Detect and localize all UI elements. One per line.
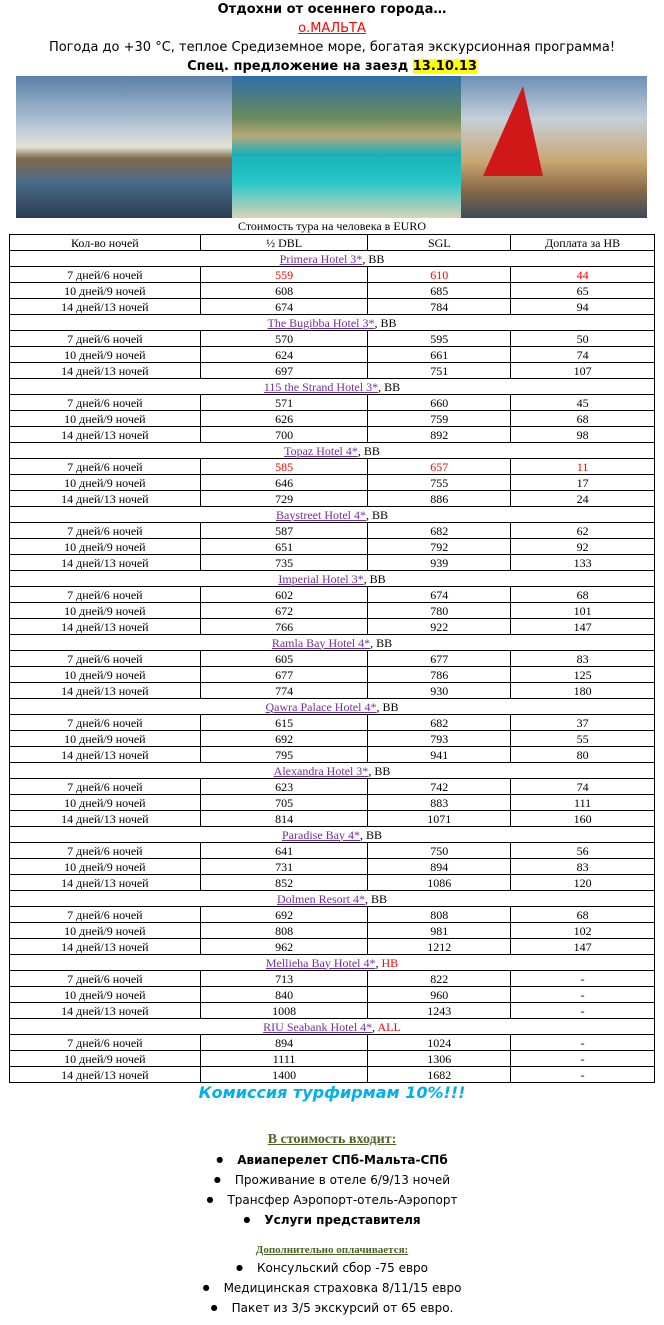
hotel-cell: Primera Hotel 3*, BB [10, 251, 655, 267]
half-dbl-price: 626 [200, 411, 368, 427]
nights-cell: 14 дней/13 ночей [10, 363, 201, 379]
nights-cell: 14 дней/13 ночей [10, 619, 201, 635]
included-item: ● Услуги представителя [0, 1210, 664, 1230]
table-row [10, 347, 655, 363]
sgl-price: 1306 [368, 1051, 511, 1067]
hb-supplement: 65 [511, 283, 655, 299]
table-row [10, 987, 655, 1003]
half-dbl-price: 852 [200, 875, 368, 891]
hb-supplement: 98 [511, 427, 655, 443]
harbour-photo [16, 76, 232, 218]
nights-cell: 14 дней/13 ночей [10, 811, 201, 827]
included-item: ● Проживание в отеле 6/9/13 ночей [0, 1170, 664, 1190]
nights-cell: 7 дней/6 ночей [10, 971, 201, 987]
hb-supplement: 44 [511, 267, 655, 283]
table-row [10, 459, 655, 475]
table-row [10, 811, 655, 827]
hb-supplement: 80 [511, 747, 655, 763]
commission-note: Комиссия турфирмам 10%!!! [198, 1083, 466, 1102]
hb-supplement: - [511, 971, 655, 987]
half-dbl-price: 651 [200, 539, 368, 555]
half-dbl-price: 571 [200, 395, 368, 411]
extra-section [0, 1242, 664, 1318]
hotel-cell: 115 the Strand Hotel 3*, BB [10, 379, 655, 395]
table-row [10, 683, 655, 699]
half-dbl-price: 962 [200, 939, 368, 955]
half-dbl-price: 808 [200, 923, 368, 939]
extra-title: Дополнительно оплачивается: [255, 1244, 409, 1256]
sgl-price: 610 [368, 267, 511, 283]
table-row [10, 523, 655, 539]
sgl-price: 1212 [368, 939, 511, 955]
hb-supplement: 133 [511, 555, 655, 571]
table-row [10, 907, 655, 923]
table-row [10, 795, 655, 811]
sgl-price: 682 [368, 715, 511, 731]
hb-supplement: 180 [511, 683, 655, 699]
sgl-price: 1024 [368, 1035, 511, 1051]
hb-supplement: 160 [511, 811, 655, 827]
sgl-price: 682 [368, 523, 511, 539]
table-header-row [10, 235, 655, 251]
table-row [10, 715, 655, 731]
hb-supplement: 68 [511, 587, 655, 603]
nights-cell: 7 дней/6 ночей [10, 779, 201, 795]
sgl-price: 742 [368, 779, 511, 795]
nights-cell: 7 дней/6 ночей [10, 587, 201, 603]
half-dbl-price: 766 [200, 619, 368, 635]
hb-supplement: 55 [511, 731, 655, 747]
half-dbl-price: 894 [200, 1035, 368, 1051]
hb-supplement: 50 [511, 331, 655, 347]
half-dbl-price: 795 [200, 747, 368, 763]
table-row [10, 843, 655, 859]
half-dbl-price: 692 [200, 907, 368, 923]
included-item: ● Авиаперелет СПб-Мальта-СПб [0, 1150, 664, 1170]
hotel-link[interactable]: 115 the Strand Hotel 3* [263, 379, 379, 394]
hotel-cell: Baystreet Hotel 4*, BB [10, 507, 655, 523]
price-table [9, 234, 655, 1083]
board-type: HB [381, 955, 399, 970]
nights-cell: 10 дней/9 ночей [10, 539, 201, 555]
hotel-row [10, 1019, 655, 1035]
nights-cell: 14 дней/13 ночей [10, 491, 201, 507]
board-type: BB [369, 571, 386, 586]
hotel-link[interactable]: Qawra Palace Hotel 4* [265, 699, 377, 714]
included-title: В стоимость входит: [267, 1132, 397, 1147]
hotel-cell: RIU Seabank Hotel 4*, ALL [10, 1019, 655, 1035]
hotel-link[interactable]: The Bugibba Hotel 3* [267, 315, 375, 330]
nights-cell: 14 дней/13 ночей [10, 939, 201, 955]
hotel-row [10, 827, 655, 843]
sgl-price: 786 [368, 667, 511, 683]
sgl-price: 1086 [368, 875, 511, 891]
sgl-price: 750 [368, 843, 511, 859]
half-dbl-price: 608 [200, 283, 368, 299]
half-dbl-price: 602 [200, 587, 368, 603]
nights-cell: 10 дней/9 ночей [10, 283, 201, 299]
hb-supplement: 147 [511, 619, 655, 635]
hb-supplement: 92 [511, 539, 655, 555]
half-dbl-price: 840 [200, 987, 368, 1003]
table-row [10, 603, 655, 619]
half-dbl-price: 605 [200, 651, 368, 667]
half-dbl-price: 774 [200, 683, 368, 699]
sgl-price: 941 [368, 747, 511, 763]
nights-cell: 7 дней/6 ночей [10, 843, 201, 859]
hotel-link[interactable]: Paradise Bay 4* [282, 827, 360, 842]
hb-supplement: 147 [511, 939, 655, 955]
hotel-row [10, 443, 655, 459]
nights-cell: 10 дней/9 ночей [10, 1051, 201, 1067]
sgl-price: 808 [368, 907, 511, 923]
board-type: BB [368, 251, 385, 266]
hb-supplement: 101 [511, 603, 655, 619]
nights-cell: 10 дней/9 ночей [10, 411, 201, 427]
hb-supplement: - [511, 1067, 655, 1083]
nights-cell: 14 дней/13 ночей [10, 299, 201, 315]
nights-cell: 10 дней/9 ночей [10, 731, 201, 747]
half-dbl-price: 674 [200, 299, 368, 315]
hb-supplement: - [511, 987, 655, 1003]
hotel-cell: The Bugibba Hotel 3*, BB [10, 315, 655, 331]
hotel-link[interactable]: Baystreet Hotel 4* [276, 507, 366, 522]
table-row [10, 555, 655, 571]
half-dbl-price: 615 [200, 715, 368, 731]
special-offer [0, 57, 664, 76]
table-row [10, 939, 655, 955]
sgl-price: 892 [368, 427, 511, 443]
hb-supplement: 107 [511, 363, 655, 379]
table-row [10, 331, 655, 347]
hb-supplement: 94 [511, 299, 655, 315]
extra-item: ● Медицинская страховка 8/11/15 евро [0, 1278, 664, 1298]
table-row [10, 923, 655, 939]
hotel-row [10, 571, 655, 587]
hb-supplement: 125 [511, 667, 655, 683]
hotel-row [10, 763, 655, 779]
hotel-row [10, 699, 655, 715]
sgl-price: 660 [368, 395, 511, 411]
headline: Отдохни от осеннего города… [217, 2, 447, 17]
sgl-price: 657 [368, 459, 511, 475]
sgl-price: 960 [368, 987, 511, 1003]
header [0, 0, 664, 76]
half-dbl-price: 814 [200, 811, 368, 827]
table-row [10, 299, 655, 315]
table-row [10, 491, 655, 507]
nights-cell: 14 дней/13 ночей [10, 427, 201, 443]
sgl-price: 755 [368, 475, 511, 491]
table-row [10, 427, 655, 443]
nights-cell: 7 дней/6 ночей [10, 459, 201, 475]
table-row [10, 971, 655, 987]
sgl-price: 751 [368, 363, 511, 379]
table-row [10, 411, 655, 427]
hotel-cell: Mellieha Bay Hotel 4*, HB [10, 955, 655, 971]
sgl-price: 685 [368, 283, 511, 299]
sgl-price: 922 [368, 619, 511, 635]
hotel-link[interactable]: Primera Hotel 3* [279, 251, 363, 266]
table-row [10, 267, 655, 283]
board-type: ALL [377, 1019, 401, 1034]
half-dbl-price: 731 [200, 859, 368, 875]
hotel-row [10, 315, 655, 331]
hotel-row [10, 635, 655, 651]
hb-supplement: 62 [511, 523, 655, 539]
nights-cell: 7 дней/6 ночей [10, 1035, 201, 1051]
sgl-price: 784 [368, 299, 511, 315]
extra-item: ● Консульский сбор -75 евро [0, 1258, 664, 1278]
sgl-price: 759 [368, 411, 511, 427]
col-nights: Кол-во ночей [10, 235, 201, 251]
hotel-cell: Alexandra Hotel 3*, BB [10, 763, 655, 779]
table-row [10, 587, 655, 603]
col-sgl: SGL [368, 235, 511, 251]
half-dbl-price: 729 [200, 491, 368, 507]
half-dbl-price: 641 [200, 843, 368, 859]
hotel-row [10, 507, 655, 523]
table-row [10, 1067, 655, 1083]
col-hb-supplement: Доплата за HB [511, 235, 655, 251]
table-row [10, 1003, 655, 1019]
hb-supplement: 45 [511, 395, 655, 411]
table-row [10, 395, 655, 411]
table-row [10, 731, 655, 747]
half-dbl-price: 672 [200, 603, 368, 619]
hb-supplement: 102 [511, 923, 655, 939]
offer-prefix: Спец. предложение на заезд [187, 59, 413, 74]
half-dbl-price: 570 [200, 331, 368, 347]
table-row [10, 283, 655, 299]
sgl-price: 792 [368, 539, 511, 555]
sgl-price: 677 [368, 651, 511, 667]
half-dbl-price: 623 [200, 779, 368, 795]
nights-cell: 7 дней/6 ночей [10, 715, 201, 731]
table-row [10, 667, 655, 683]
hb-supplement: 68 [511, 907, 655, 923]
hb-supplement: 56 [511, 843, 655, 859]
board-type: BB [370, 891, 387, 906]
offer-date: 13.10.13 [412, 59, 477, 74]
nights-cell: 7 дней/6 ночей [10, 395, 201, 411]
hb-supplement: 74 [511, 779, 655, 795]
hotel-link[interactable]: Ramla Bay Hotel 4* [271, 635, 371, 650]
table-row [10, 475, 655, 491]
hb-supplement: - [511, 1035, 655, 1051]
included-item: ● Трансфер Аэропорт-отель-Аэропорт [0, 1190, 664, 1210]
sgl-price: 939 [368, 555, 511, 571]
sgl-price: 883 [368, 795, 511, 811]
weather-text: Погода до +30 °С, теплое Средиземное море, богатая экскурсионная программа! [48, 40, 616, 55]
table-row [10, 747, 655, 763]
hotel-cell: Topaz Hotel 4*, BB [10, 443, 655, 459]
nights-cell: 7 дней/6 ночей [10, 331, 201, 347]
half-dbl-price: 585 [200, 459, 368, 475]
board-type: BB [374, 763, 391, 778]
photo-strip [16, 76, 647, 218]
half-dbl-price: 700 [200, 427, 368, 443]
sgl-price: 894 [368, 859, 511, 875]
half-dbl-price: 713 [200, 971, 368, 987]
valletta-sailboat-photo [461, 76, 647, 218]
hb-supplement: 37 [511, 715, 655, 731]
hb-supplement: - [511, 1003, 655, 1019]
sgl-price: 822 [368, 971, 511, 987]
board-type: BB [384, 379, 401, 394]
nights-cell: 14 дней/13 ночей [10, 747, 201, 763]
sgl-price: 1071 [368, 811, 511, 827]
half-dbl-price: 697 [200, 363, 368, 379]
hotel-row [10, 379, 655, 395]
hb-supplement: 83 [511, 859, 655, 875]
half-dbl-price: 559 [200, 267, 368, 283]
half-dbl-price: 705 [200, 795, 368, 811]
nights-cell: 7 дней/6 ночей [10, 907, 201, 923]
nights-cell: 7 дней/6 ночей [10, 523, 201, 539]
nights-cell: 14 дней/13 ночей [10, 875, 201, 891]
hotel-link[interactable]: Mellieha Bay Hotel 4* [265, 955, 376, 970]
half-dbl-price: 1400 [200, 1067, 368, 1083]
table-row [10, 1051, 655, 1067]
nights-cell: 10 дней/9 ночей [10, 475, 201, 491]
sgl-price: 793 [368, 731, 511, 747]
hb-supplement: 74 [511, 347, 655, 363]
sgl-price: 595 [368, 331, 511, 347]
half-dbl-price: 624 [200, 347, 368, 363]
nights-cell: 14 дней/13 ночей [10, 1003, 201, 1019]
sgl-price: 661 [368, 347, 511, 363]
table-row [10, 875, 655, 891]
board-type: BB [365, 827, 382, 842]
destination-link[interactable]: о.МАЛЬТА [298, 21, 366, 36]
table-row [10, 1035, 655, 1051]
half-dbl-price: 646 [200, 475, 368, 491]
board-type: BB [376, 635, 393, 650]
included-section [0, 1130, 664, 1230]
hb-supplement: 11 [511, 459, 655, 475]
hotel-cell: Dolmen Resort 4*, BB [10, 891, 655, 907]
board-type: BB [363, 443, 380, 458]
board-type: BB [371, 507, 388, 522]
hb-supplement: - [511, 1051, 655, 1067]
nights-cell: 10 дней/9 ночей [10, 603, 201, 619]
hotel-link[interactable]: Imperial Hotel 3* [278, 571, 364, 586]
hb-supplement: 111 [511, 795, 655, 811]
nights-cell: 14 дней/13 ночей [10, 555, 201, 571]
board-type: BB [380, 315, 397, 330]
hotel-cell: Imperial Hotel 3*, BB [10, 571, 655, 587]
hb-supplement: 120 [511, 875, 655, 891]
half-dbl-price: 1111 [200, 1051, 368, 1067]
hotel-cell: Ramla Bay Hotel 4*, BB [10, 635, 655, 651]
nights-cell: 7 дней/6 ночей [10, 267, 201, 283]
table-row [10, 859, 655, 875]
half-dbl-price: 677 [200, 667, 368, 683]
sgl-price: 981 [368, 923, 511, 939]
nights-cell: 14 дней/13 ночей [10, 1067, 201, 1083]
hb-supplement: 24 [511, 491, 655, 507]
nights-cell: 10 дней/9 ночей [10, 923, 201, 939]
table-caption: Стоимость тура на человека в EURO [237, 219, 427, 233]
lagoon-photo [232, 76, 461, 218]
extra-item: ● Пакет из 3/5 экскурсий от 65 евро. [0, 1298, 664, 1318]
sgl-price: 780 [368, 603, 511, 619]
nights-cell: 10 дней/9 ночей [10, 347, 201, 363]
nights-cell: 14 дней/13 ночей [10, 683, 201, 699]
board-type: BB [382, 699, 399, 714]
hotel-row [10, 251, 655, 267]
col-half-dbl: ½ DBL [200, 235, 368, 251]
nights-cell: 10 дней/9 ночей [10, 667, 201, 683]
hotel-link[interactable]: RIU Seabank Hotel 4* [263, 1019, 373, 1034]
hotel-link[interactable]: Topaz Hotel 4* [284, 443, 358, 458]
nights-cell: 7 дней/6 ночей [10, 651, 201, 667]
hotel-link[interactable]: Alexandra Hotel 3* [273, 763, 369, 778]
sgl-price: 1682 [368, 1067, 511, 1083]
sgl-price: 930 [368, 683, 511, 699]
hb-supplement: 17 [511, 475, 655, 491]
half-dbl-price: 692 [200, 731, 368, 747]
half-dbl-price: 735 [200, 555, 368, 571]
hb-supplement: 83 [511, 651, 655, 667]
sgl-price: 886 [368, 491, 511, 507]
table-row [10, 779, 655, 795]
table-row [10, 651, 655, 667]
nights-cell: 10 дней/9 ночей [10, 987, 201, 1003]
hotel-row [10, 891, 655, 907]
nights-cell: 10 дней/9 ночей [10, 795, 201, 811]
nights-cell: 10 дней/9 ночей [10, 859, 201, 875]
hotel-cell: Paradise Bay 4*, BB [10, 827, 655, 843]
half-dbl-price: 1008 [200, 1003, 368, 1019]
sgl-price: 674 [368, 587, 511, 603]
table-row [10, 539, 655, 555]
table-row [10, 363, 655, 379]
hotel-cell: Qawra Palace Hotel 4*, BB [10, 699, 655, 715]
sgl-price: 1243 [368, 1003, 511, 1019]
hotel-link[interactable]: Dolmen Resort 4* [276, 891, 365, 906]
hb-supplement: 68 [511, 411, 655, 427]
half-dbl-price: 587 [200, 523, 368, 539]
table-row [10, 619, 655, 635]
hotel-row [10, 955, 655, 971]
